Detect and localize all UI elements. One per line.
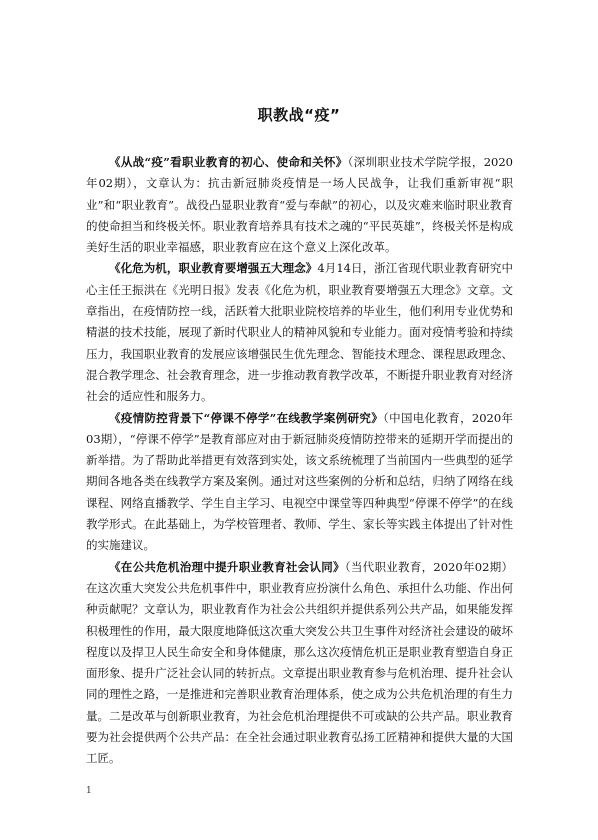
paragraph-3 — [86, 408, 513, 557]
paragraph-4 — [86, 557, 513, 770]
paragraph-3-text: （中国电化教育，2020年03期），“停课不停学”是教育部应对由于新冠肺炎疫情防控带来的延期开学而提出的新举措。为了帮助此举措更有效落到实处，该文系统梳理了当前国内一些典型的延学期间各地各类在线教学方案及案例。通过对这些案例的分析和总结，归纳了网络在线课程、网络直播教学、学生自主学习、电视空中课堂等四种典型“停课不停学”的在线教学形式。在此基础上，为学校管理者、教师、学生、家长等实践主体提出了针对性的实施建议。 — [86, 410, 513, 553]
paragraph-2 — [86, 258, 513, 407]
paragraph-1-ref-title: 《从战“疫”看职业教育的初心、使命和关怀》 — [109, 155, 348, 169]
page-title: 职教战“疫” — [257, 106, 341, 124]
paragraph-4-text: （当代职业教育，2020年02期）在这次重大突发公共危机事件中，职业教育应扮演什么角色、承担什么功能、作出何种贡献呢？文章认为，职业教育作为社会公共组织并提供系列公共产品，如果能发挥积极理性的作用，最大限度地降低这次重大突发公共卫生事件对经济社会建设的破坏程度以及捍卫人民生命安全和身体健康，那么这次疫情危机正是职业教育塑造自身正面形象、提升广泛社会认同的转折点。文章提出职业教育参与危机治理、提升社会认同的理性之路，一是推进和完善职业教育治理体系，使之成为公共危机治理的有生力量。二是改革与创新职业教育，为社会危机治理提供不可或缺的公共产品。职业教育要为社会提供两个公共产品：在全社会通过职业教育弘扬工匠精神和提供大量的大国工匠。 — [86, 559, 513, 766]
body-text — [86, 152, 513, 770]
paragraph-1 — [86, 152, 513, 258]
paragraph-1-text: （深圳职业技术学院学报，2020年02期），文章认为：抗击新冠肺炎疫情是一场人民战争，让我们重新审视“职业”和“职业教育”。战役凸显职业教育“爱与奉献”的初心，以及灾难来临时职业教育的使命担当和终极关怀。职业教育培养具有技术之魂的“平民英雄”，终极关怀是构成美好生活的职业幸福感，职业教育应在这个意义上深化改革。 — [86, 155, 514, 255]
paragraph-2-ref-title: 《化危为机，职业教育要增强五大理念》 — [109, 261, 318, 276]
page-number: 1 — [86, 786, 92, 796]
paragraph-2-text: 4月14日，浙江省现代职业教育研究中心主任王振洪在《光明日报》发表《化危为机，职业教育要增强五大理念》文章。文章指出，在疫情防控一线，活跃着大批职业院校培养的毕业生，他们利用专业优势和精湛的技术技能，展现了新时代职业人的精神风貌和专业能力。面对疫情考验和持续压力，我国职业教育的发展应该增强民生优先理念、智能技术理念、课程思政理念、混合教学理念、社会教育理念，进一步推动教育教学改革，不断提升职业教育对经济社会的适应性和服务力。 — [86, 261, 514, 404]
paragraph-4-ref-title: 《在公共危机治理中提升职业教育社会认同》 — [109, 559, 345, 574]
paragraph-3-ref-title: 《疫情防控背景下“停课不停学”在线教学案例研究》 — [109, 410, 384, 425]
